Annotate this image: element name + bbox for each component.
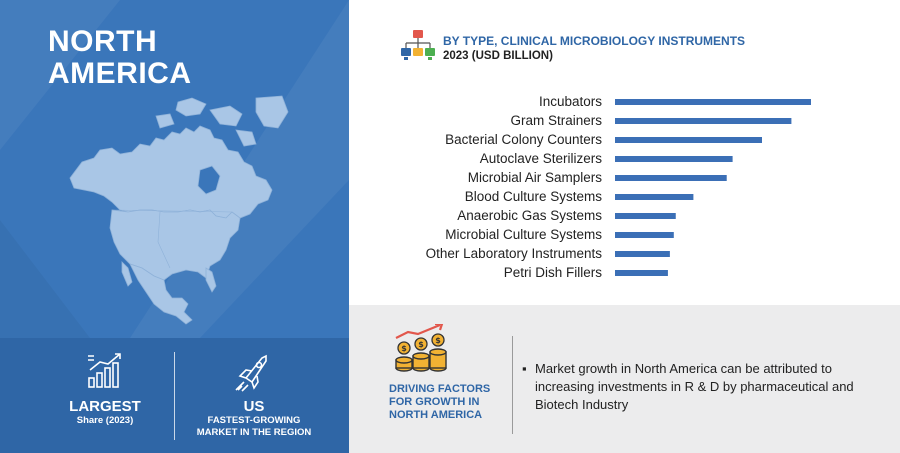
stat-largest-label: LARGEST bbox=[69, 398, 141, 415]
bar-chart bbox=[349, 80, 900, 290]
stat-fastest-caption-2: MARKET IN THE REGION bbox=[196, 427, 312, 438]
hierarchy-icon bbox=[400, 28, 436, 62]
category-label: Microbial Air Samplers bbox=[467, 170, 602, 185]
bar bbox=[615, 194, 693, 200]
drivers-text: Market growth in North America can be attributed to increasing investments in R & D by pharmaceutical and Biotech Industry bbox=[535, 361, 854, 412]
stat-fastest-caption-1: FASTEST-GROWING bbox=[207, 415, 301, 426]
drivers-label-2: FOR GROWTH IN bbox=[389, 396, 480, 408]
bullet-marker: ▪ bbox=[522, 361, 527, 376]
stat-fastest bbox=[193, 398, 315, 439]
category-label: Blood Culture Systems bbox=[464, 189, 602, 204]
chart-subtitle: 2023 (USD BILLION) bbox=[443, 50, 553, 62]
category-label: Anaerobic Gas Systems bbox=[457, 208, 602, 223]
bar bbox=[615, 213, 676, 219]
stat-largest-caption: Share (2023) bbox=[76, 415, 134, 426]
chart-title: BY TYPE, CLINICAL MICROBIOLOGY INSTRUMENTS bbox=[443, 34, 746, 48]
region-title bbox=[48, 26, 192, 90]
category-label: Petri Dish Fillers bbox=[503, 265, 602, 280]
svg-text:$: $ bbox=[401, 344, 407, 353]
bar bbox=[615, 175, 727, 181]
svg-text:$: $ bbox=[435, 336, 441, 345]
bar bbox=[615, 270, 668, 276]
category-label: Incubators bbox=[538, 94, 602, 109]
category-label: Microbial Culture Systems bbox=[445, 227, 602, 242]
bar bbox=[615, 251, 670, 257]
bar bbox=[615, 99, 811, 105]
drivers-divider bbox=[512, 336, 513, 434]
coins-growth-icon bbox=[392, 324, 450, 378]
rocket-icon bbox=[232, 352, 272, 392]
stat-fastest-label: US bbox=[243, 398, 265, 415]
bar bbox=[615, 137, 762, 143]
drivers-label-1: DRIVING FACTORS bbox=[389, 383, 491, 395]
north-america-map bbox=[60, 92, 290, 330]
region-title-line1: NORTH bbox=[48, 25, 158, 58]
region-title-line2: AMERICA bbox=[48, 57, 192, 90]
drivers-label bbox=[389, 383, 499, 422]
drivers-label-3: NORTH AMERICA bbox=[389, 409, 483, 421]
category-label: Bacterial Colony Counters bbox=[445, 132, 602, 147]
bar bbox=[615, 118, 791, 124]
svg-text:$: $ bbox=[418, 340, 424, 349]
category-label: Gram Strainers bbox=[510, 113, 602, 128]
bar-chart-growth-icon bbox=[86, 352, 126, 390]
stats-divider bbox=[174, 352, 175, 440]
bar bbox=[615, 156, 733, 162]
bar bbox=[615, 232, 674, 238]
stat-largest bbox=[55, 398, 155, 427]
region-panel bbox=[0, 0, 349, 453]
category-label: Autoclave Sterilizers bbox=[479, 151, 602, 166]
category-label: Other Laboratory Instruments bbox=[425, 246, 602, 261]
